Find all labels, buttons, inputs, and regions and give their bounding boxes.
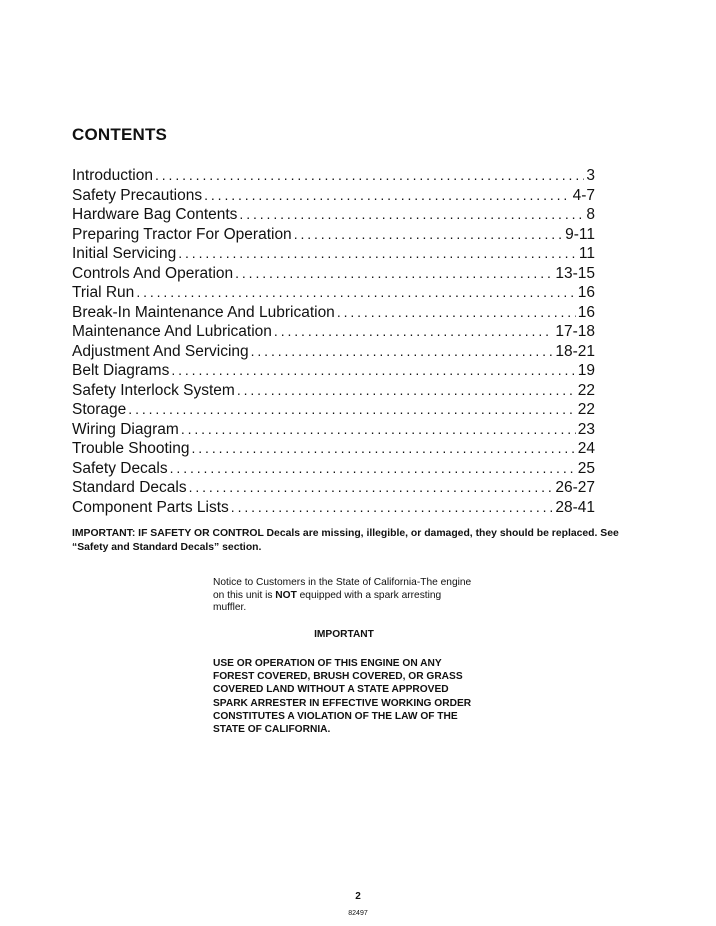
toc-dot-leader bbox=[170, 459, 576, 479]
page-number: 2 bbox=[355, 891, 361, 902]
california-notice bbox=[213, 577, 475, 736]
toc-entry-page: 24 bbox=[577, 440, 595, 457]
toc-entry-title: Trial Run bbox=[72, 284, 135, 301]
table-of-contents bbox=[72, 166, 595, 517]
toc-entry-title: Controls And Operation bbox=[72, 264, 234, 282]
toc-entry-page: 28-41 bbox=[555, 498, 595, 516]
toc-entry-page: 4-7 bbox=[572, 186, 595, 204]
toc-entry bbox=[72, 205, 595, 225]
toc-entry-title: Storage bbox=[72, 401, 127, 418]
toc-dot-leader bbox=[155, 166, 584, 186]
toc-entry-page: 26-27 bbox=[555, 479, 595, 496]
toc-entry-page: 3 bbox=[586, 167, 595, 184]
california-warning: USE OR OPERATION OF THIS ENGINE ON ANY FOREST COVERED, BRUSH COVERED, OR GRASS COVERED LAND WITHOUT A STATE APPROVED SPARK ARRESTER IN EFFECTIVE WORKING ORDER CONSTITUTES A VIOLATION OF THE LAW OF THE STATE OF CALIFORNIA. bbox=[213, 658, 472, 736]
toc-entry-page: 22 bbox=[577, 381, 595, 399]
toc-entry bbox=[72, 400, 595, 420]
toc-entry-title: Initial Servicing bbox=[72, 245, 177, 262]
toc-dot-leader bbox=[128, 400, 575, 420]
california-notice-emphasis: NOT bbox=[275, 589, 297, 601]
toc-entry-page: 8 bbox=[586, 206, 595, 223]
toc-entry-title: Safety Interlock System bbox=[72, 381, 235, 399]
toc-entry-title: Wiring Diagram bbox=[72, 420, 179, 438]
toc-entry-page: 9-11 bbox=[565, 225, 595, 243]
toc-entry-page: 19 bbox=[577, 362, 595, 379]
toc-dot-leader bbox=[251, 342, 554, 362]
toc-entry bbox=[72, 303, 595, 323]
toc-entry bbox=[72, 498, 595, 518]
toc-dot-leader bbox=[237, 381, 576, 401]
toc-entry-title: Safety Decals bbox=[72, 459, 168, 477]
toc-entry-title: Trouble Shooting bbox=[72, 440, 190, 457]
toc-entry-title: Preparing Tractor For Operation bbox=[72, 225, 292, 243]
toc-entry-title: Standard Decals bbox=[72, 479, 187, 496]
toc-entry-title: Maintenance And Lubrication bbox=[72, 323, 272, 340]
toc-entry-title: Break-In Maintenance And Lubrication bbox=[72, 303, 335, 321]
toc-entry bbox=[72, 459, 595, 479]
toc-entry-page: 22 bbox=[577, 401, 595, 418]
toc-dot-leader bbox=[189, 478, 554, 498]
toc-entry-page: 17-18 bbox=[555, 323, 595, 340]
toc-dot-leader bbox=[181, 420, 576, 440]
toc-entry-page: 11 bbox=[578, 245, 595, 262]
toc-entry-page: 16 bbox=[577, 303, 595, 321]
toc-dot-leader bbox=[294, 225, 563, 245]
california-notice-lead bbox=[213, 577, 475, 615]
toc-entry bbox=[72, 264, 595, 284]
toc-entry-title: Adjustment And Servicing bbox=[72, 342, 249, 360]
toc-dot-leader bbox=[178, 244, 577, 264]
document-code: 82497 bbox=[348, 910, 368, 917]
important-title: IMPORTANT bbox=[314, 628, 374, 640]
toc-entry bbox=[72, 186, 595, 206]
toc-entry bbox=[72, 283, 595, 303]
toc-entry bbox=[72, 439, 595, 459]
toc-entry bbox=[72, 381, 595, 401]
toc-entry bbox=[72, 322, 595, 342]
toc-entry-title: Introduction bbox=[72, 167, 153, 184]
toc-dot-leader bbox=[171, 361, 575, 381]
toc-entry bbox=[72, 244, 595, 264]
contents-heading: CONTENTS bbox=[72, 125, 168, 144]
toc-entry bbox=[72, 478, 595, 498]
toc-entry bbox=[72, 342, 595, 362]
toc-entry-title: Belt Diagrams bbox=[72, 362, 170, 379]
toc-dot-leader bbox=[231, 498, 554, 518]
california-notice-text: Notice to Customers in the State of California-The engine on this unit is bbox=[213, 577, 472, 601]
toc-entry-page: 16 bbox=[577, 284, 595, 301]
important-decal-notice: IMPORTANT: IF SAFETY OR CONTROL Decals are missing, illegible, or damaged, they should be replaced. See “Safety and Standard Decals” section. bbox=[72, 528, 619, 553]
toc-dot-leader bbox=[136, 283, 575, 303]
toc-entry bbox=[72, 225, 595, 245]
toc-entry-page: 18-21 bbox=[555, 342, 595, 360]
toc-entry-title: Safety Precautions bbox=[72, 186, 203, 204]
toc-entry bbox=[72, 420, 595, 440]
toc-dot-leader bbox=[235, 264, 553, 284]
california-notice-text-end: equipped with a spark arresting muffler. bbox=[213, 589, 442, 613]
toc-dot-leader bbox=[204, 186, 570, 206]
toc-entry-title: Hardware Bag Contents bbox=[72, 206, 238, 223]
toc-dot-leader bbox=[274, 322, 553, 342]
toc-dot-leader bbox=[337, 303, 576, 323]
toc-dot-leader bbox=[191, 439, 575, 459]
toc-entry bbox=[72, 361, 595, 381]
toc-entry-page: 13-15 bbox=[555, 264, 595, 282]
toc-entry bbox=[72, 166, 595, 186]
toc-entry-title: Component Parts Lists bbox=[72, 498, 229, 516]
toc-entry-page: 25 bbox=[577, 459, 595, 477]
toc-dot-leader bbox=[239, 205, 584, 225]
toc-entry-page: 23 bbox=[577, 420, 595, 438]
